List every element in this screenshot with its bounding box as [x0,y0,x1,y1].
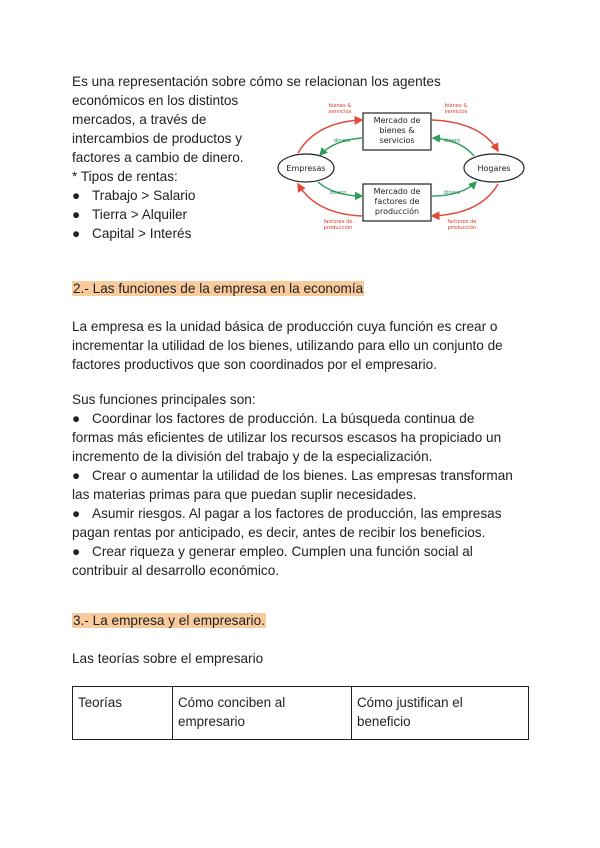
intro-line-0: Es una representación sobre cómo se relacionan los agentes [72,74,441,89]
goods-label: servicios [328,109,352,115]
money-label: dinero [333,138,351,144]
table-header-cell [173,687,352,740]
functions-list [72,390,513,580]
factor-label: producción [447,225,477,231]
renta-label: Tierra > Alquiler [92,207,188,222]
factor-label: factores de [447,219,477,225]
goods-flow-arrow [298,120,362,153]
goods-market-label: Mercado de [373,116,421,125]
intro-line-3: intercambios de productos y [72,131,243,146]
factor-flow-arrow [432,184,498,216]
function-item [72,504,513,523]
intro-line-4: factores a cambio de dinero. [72,150,244,165]
renta-item [72,186,195,205]
function-item [72,466,513,485]
functions-intro: Sus funciones principales son: [72,392,256,407]
factor-market-label: factores de [374,197,420,206]
function-text-cont: las materias primas para que puedan suplir necesidades. [72,487,417,502]
renta-label: Trabajo > Salario [92,188,196,203]
paragraph-line: incrementar la utilidad de los bienes, utilizando para ello un conjunto de [72,338,503,353]
function-item [72,542,513,561]
factor-label: producción [323,225,353,231]
bullet-icon: ● [72,506,81,521]
function-text: Coordinar los factores de producción. La búsqueda continua de [92,411,475,426]
factor-flow-arrow [298,184,362,216]
money-label: dinero [443,138,461,144]
theories-subheading: Las teorías sobre el empresario [72,651,264,666]
function-text: Crear o aumentar la utilidad de los bienes. Las empresas transforman [92,468,513,483]
section-2-heading-text: 2.- Las funciones de la empresa en la economía [73,281,364,296]
households-label: Hogares [477,164,511,173]
intro-line-2: mercados, a través de [72,112,207,127]
header-text: Cómo justifican el [357,695,463,710]
function-text: Asumir riesgos. Al pagar a los factores de producción, las empresas [92,506,502,521]
table-header-cell [352,687,529,740]
function-text-cont: contribuir al desarrollo económico. [72,563,280,578]
theories-table [72,686,529,740]
paragraph-line: factores productivos que son coordinados por el empresario. [72,357,437,372]
goods-label: servicios [444,109,468,115]
section-3-heading [72,611,266,630]
factor-market-label: Mercado de [373,187,421,196]
section-2-paragraph [72,317,503,374]
function-item [72,409,513,428]
firms-label: Empresas [286,164,326,173]
function-text-cont: incremento de la división del trabajo y de la especialización. [72,449,433,464]
paragraph-line: La empresa es la unidad básica de producción cuya función es crear o [72,319,498,334]
goods-flow-arrow [432,120,498,151]
goods-label: bienes & [444,103,468,109]
bullet-icon: ● [72,226,81,241]
function-text: Crear riqueza y generar empleo. Cumplen una función social al [92,544,473,559]
factor-market-label: producción [374,207,420,216]
renta-item [72,205,187,224]
renta-label: Capital > Interés [92,226,192,241]
function-text-cont: formas más eficientes de utilizar los recursos escasos ha propiciado un [72,430,502,445]
table-header-row [73,687,529,740]
money-label: dinero [443,190,461,196]
section-3-heading-text: 3.- La empresa y el empresario. [73,613,265,628]
header-text: empresario [178,714,245,729]
table-header-cell [73,687,173,740]
goods-label: bienes & [328,103,352,109]
goods-market-label: bienes & [379,126,415,135]
intro-line-1: económicos en los distintos [72,93,239,108]
header-text: Cómo conciben al [178,695,286,710]
section-2-heading [72,279,364,298]
intro-line-5: * Tipos de rentas: [72,169,178,184]
header-text: beneficio [357,714,411,729]
goods-market-label: servicios [379,136,415,145]
bullet-icon: ● [72,544,81,559]
header-text: Teorías [78,695,122,710]
bullet-icon: ● [72,468,81,483]
money-label: dinero [329,190,347,196]
renta-item [72,224,191,243]
bullet-icon: ● [72,411,81,426]
factor-label: factores de [323,219,353,225]
function-text-cont: pagan rentas por anticipado, es decir, antes de recibir los beneficios. [72,525,486,540]
circular-flow-diagram [276,100,528,235]
bullet-icon: ● [72,188,81,203]
bullet-icon: ● [72,207,81,222]
